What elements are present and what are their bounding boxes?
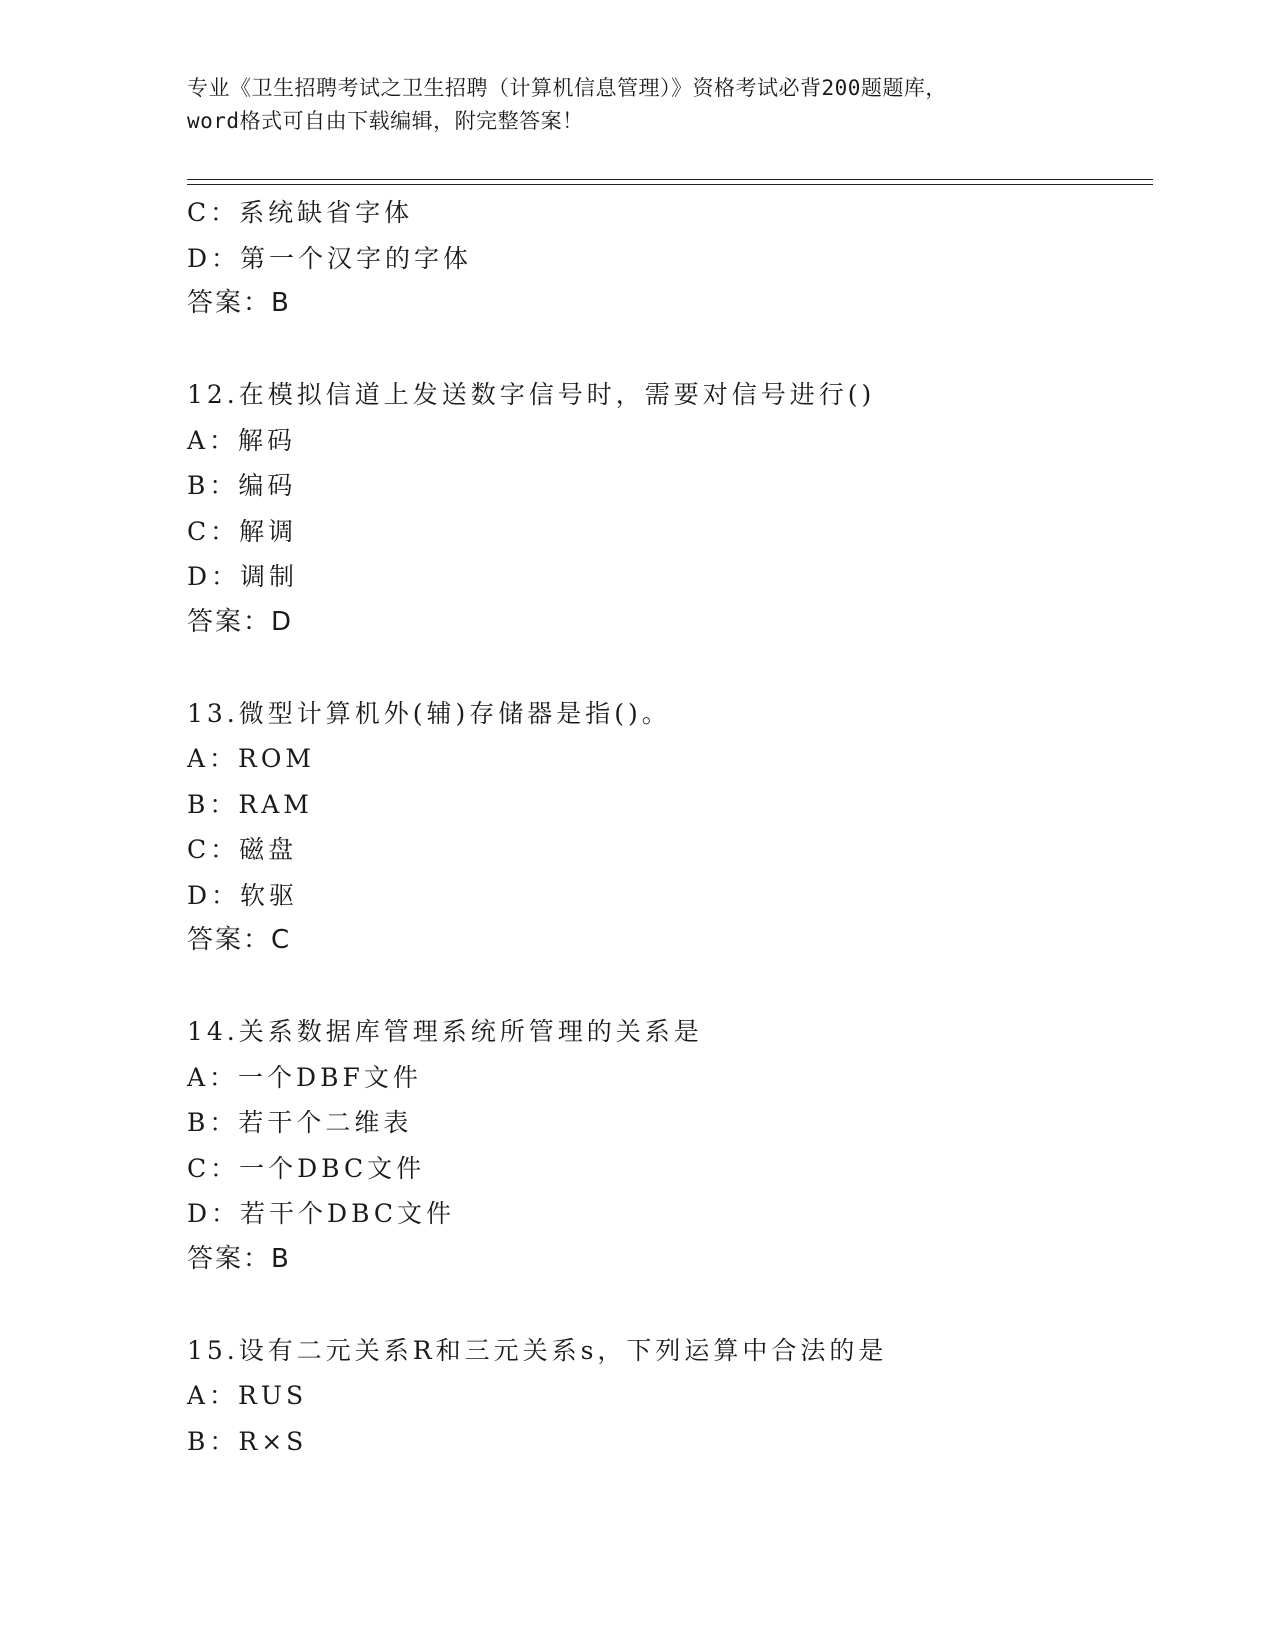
question-block-14 <box>187 1009 1147 1282</box>
header-line-2: word格式可自由下载编辑，附完整答案！ <box>187 109 584 133</box>
option-c: C：一个DBC文件 <box>187 1153 426 1183</box>
question-block-11-continued <box>187 190 1147 327</box>
header-line-1: 专业《卫生招聘考试之卫生招聘（计算机信息管理）》资格考试必背200题题库， <box>187 76 947 100</box>
option-d: D：调制 <box>187 562 299 591</box>
question-text: 14.关系数据库管理系统所管理的关系是 <box>187 1017 703 1046</box>
spacer <box>187 645 1147 691</box>
question-list <box>187 190 1147 1464</box>
question-block-12 <box>187 372 1147 645</box>
option-d: D：软驱 <box>187 880 299 910</box>
spacer <box>187 964 1147 1010</box>
answer-line: 答案：B <box>187 1243 291 1274</box>
option-c: C：解调 <box>187 516 298 546</box>
answer-line: 答案：C <box>187 925 292 955</box>
question-block-15 <box>187 1328 1147 1465</box>
question-text: 12.在模拟信道上发送数字信号时，需要对信号进行() <box>187 380 876 409</box>
option-d: D：第一个汉字的字体 <box>187 243 473 273</box>
option-c: C：系统缺省字体 <box>187 198 414 227</box>
spacer <box>187 327 1147 373</box>
answer-line: 答案：D <box>187 606 294 637</box>
option-b: B：若干个二维表 <box>187 1108 413 1137</box>
question-block-13 <box>187 691 1147 964</box>
option-b: B：编码 <box>187 471 297 500</box>
document-header <box>187 72 1087 138</box>
answer-line: 答案：B <box>187 288 291 318</box>
header-divider-bottom <box>187 184 1153 185</box>
option-a: A：ROM <box>187 744 315 773</box>
option-c: C：磁盘 <box>187 835 298 864</box>
question-text: 13.微型计算机外(辅)存储器是指()。 <box>187 698 671 728</box>
option-d: D：若干个DBC文件 <box>187 1199 456 1228</box>
option-b: B：RAM <box>187 789 313 819</box>
option-a: A：解码 <box>187 425 297 455</box>
option-b: B：R×S <box>187 1426 308 1456</box>
header-divider-top <box>187 179 1153 180</box>
question-text: 15.设有二元关系R和三元关系s，下列运算中合法的是 <box>187 1335 888 1365</box>
option-a: A：一个DBF文件 <box>187 1062 422 1092</box>
spacer <box>187 1282 1147 1328</box>
option-a: A：RUS <box>187 1381 308 1410</box>
